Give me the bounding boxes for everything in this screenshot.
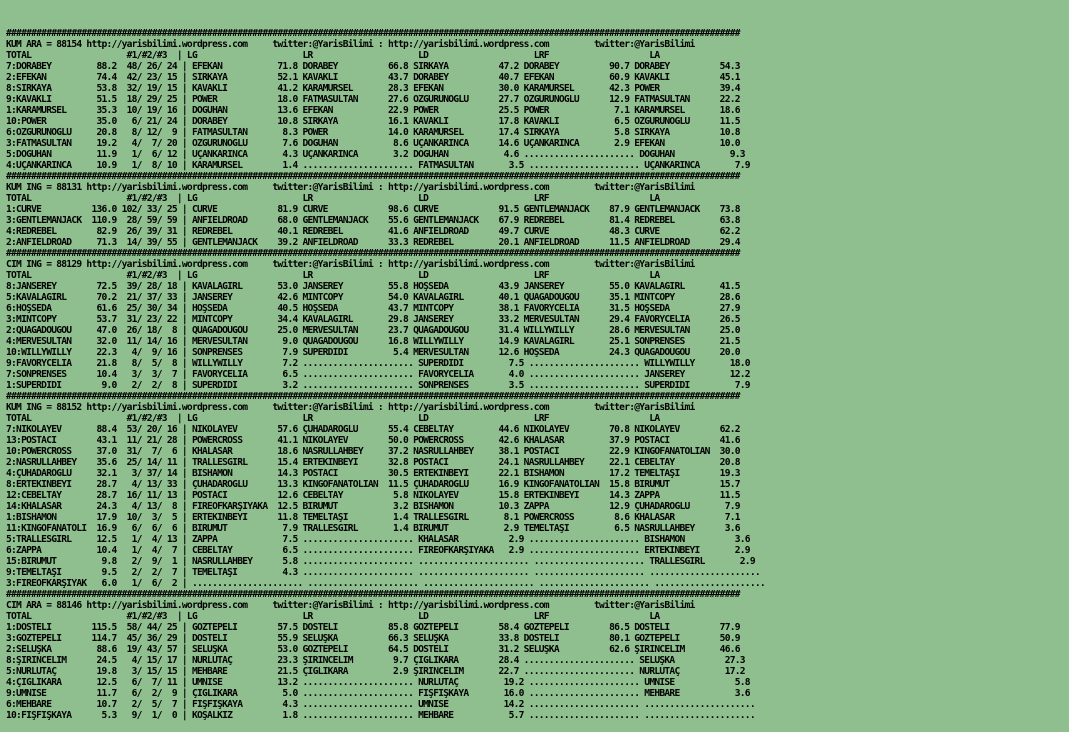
result-row: 6:HOŞSEDA 61.6 25/ 30/ 34 | HOŞSEDA 40.5 HOŞSEDA 43.7 MINTCOPY 38.1 FAVORYCELIA 31.5 HOŞSEDA 27.9	[6, 303, 740, 314]
result-row: 10:WILLYWILLY 22.3 4/ 9/ 16 | SONPRENSES 7.9 SUPERDİDİ 5.4 MERVESULTAN 12.6 HOŞSEDA 24.3 QUAGADOUGOU 20.0	[6, 347, 740, 358]
result-row: 2:ANFIELDROAD 71.3 14/ 39/ 55 | GENTLEMANJACK 39.2 ANFIELDROAD 33.3 REDREBEL 20.1 ANFIELDROAD 11.5 ANFIELDROAD 29.4	[6, 237, 740, 248]
result-row: 1:CURVE 136.0 102/ 33/ 25 | CURVE 81.9 CURVE 98.6 CURVE 91.5 GENTLEMANJACK 87.9 GENTLEMANJACK 73.8	[6, 204, 740, 215]
result-row: 6:ÖZGÜRÜNOĞLU 20.8 8/ 12/ 9 | FATMASULTAN 8.3 POWER 14.0 KARAMÜRSEL 17.4 SIRKAYA 5.8 SIRKAYA 10.8	[6, 127, 740, 138]
result-row: 1:SUPERDİDİ 9.0 2/ 2/ 8 | SUPERDİDİ 3.2 ...................... SONPRENSES 3.5 ...................... SUPERDİDİ 7.9	[6, 380, 750, 391]
result-row: 3:MINTCOPY 53.7 31/ 23/ 22 | MINTCOPY 34.4 KAVALAGIRL 29.8 JANSEREY 33.2 MERVESULTAN 29.4 FAVORYCELIA 26.5	[6, 314, 740, 325]
race-header-row: KUM ING = 88152 http://yarisbilimi.wordpress.com twitter:@YarisBilimi : http://yarisbilimi.wordpress.com twitter:@YarisBilimi	[6, 402, 695, 413]
result-row: 4:UÇANKARINCA 10.9 1/ 8/ 10 | KARAMÜRSEL 1.4 ...................... FATMASULTAN 3.5 ...................... UÇANKARINCA 7.9	[6, 160, 750, 171]
result-row: 2:NASRULLAHBEY 35.6 25/ 14/ 11 | TRALLESGIRL 15.4 ERTEKİNBEYİ 32.8 POSTACI 24.1 NASRULLAHBEY 22.1 CEBELTAY 20.8	[6, 457, 740, 468]
result-row: 8:ŞİRİNCELİM 24.5 4/ 15/ 17 | NURLUTAÇ 23.3 ŞİRİNCELİM 9.7 ÇIĞLIKARA 28.4 ...................... SELUŞKA 27.3	[6, 655, 745, 666]
result-row: 3:FATMASULTAN 19.2 4/ 7/ 20 | ÖZGÜRÜNOĞLU 7.6 DOĞUHAN 8.6 UÇANKARINCA 14.6 UÇANKARINCA 2.9 EFEKAN 10.0	[6, 138, 740, 149]
results-lines	[6, 28, 1069, 721]
result-row: 7:NIKOLAYEV 88.4 53/ 20/ 16 | NIKOLAYEV 57.6 ÇUHADAROĞLU 55.4 CEBELTAY 44.6 NIKOLAYEV 70.8 NIKOLAYEV 62.2	[6, 424, 740, 435]
result-row: 2:QUAGADOUGOU 47.0 26/ 18/ 8 | QUAGADOUGOU 25.0 MERVESULTAN 23.7 QUAGADOUGOU 31.4 WILLYWILLY 28.6 MERVESULTAN 25.0	[6, 325, 740, 336]
race-header-row: KUM ARA = 88154 http://yarisbilimi.wordpress.com twitter:@YarisBilimi : http://yarisbilimi.wordpress.com twitter:@YarisBilimi	[6, 39, 695, 50]
result-row: 10:POWERCROSS 37.0 31/ 7/ 6 | KHALASAR 18.6 NASRULLAHBEY 37.2 NASRULLAHBEY 38.1 POSTACI 22.9 KINGOFANATOLIAN 30.0	[6, 446, 740, 457]
result-row: 5:NURLUTAÇ 19.8 3/ 15/ 15 | MEHBARE 21.5 ÇIĞLIKARA 2.9 ŞİRİNCELİM 22.7 ...................... NURLUTAÇ 17.2	[6, 666, 745, 677]
result-row: 10:FIŞFIŞKAYA 5.3 9/ 1/ 0 | KOŞALKIZ 1.8 ...................... MEHBARE 5.7 ...................... ......................	[6, 710, 755, 721]
result-row: 3:GENTLEMANJACK 110.9 28/ 59/ 59 | ANFIELDROAD 68.0 GENTLEMANJACK 55.6 GENTLEMANJACK 67.9 REDREBEL 81.4 REDREBEL 63.8	[6, 215, 740, 226]
column-header-row: TOTAL #1/#2/#3 | LG LR LD LRF LA	[6, 50, 660, 61]
result-row: 1:BİSHAMON 17.9 10/ 3/ 5 | ERTEKİNBEYİ 11.8 TEMELTAŞI 1.4 TRALLESGIRL 8.1 POWERCROSS 8.6 KHALASAR 7.1	[6, 512, 740, 523]
result-row: 2:EFEKAN 74.4 42/ 23/ 15 | SIRKAYA 52.1 KAVAKLI 43.7 DORABEY 40.7 EFEKAN 60.9 KAVAKLI 45.1	[6, 72, 740, 83]
result-row: 8:SIRKAYA 53.8 32/ 19/ 15 | KAVAKLI 41.2 KARAMÜRSEL 28.3 EFEKAN 30.0 KARAMÜRSEL 42.3 POWER 39.4	[6, 83, 740, 94]
race-header-row: CIM ING = 88129 http://yarisbilimi.wordpress.com twitter:@YarisBilimi : http://yarisbilimi.wordpress.com twitter:@YarisBilimi	[6, 259, 695, 270]
section-divider: ##################################################################################################################################################	[6, 28, 740, 39]
result-row: 7:SONPRENSES 10.4 3/ 3/ 7 | FAVORYCELIA 6.5 ...................... FAVORYCELIA 4.0 ...................... JANSEREY 12.2	[6, 369, 750, 380]
result-row: 5:KAVALAGIRL 70.2 21/ 37/ 33 | JANSEREY 42.6 MINTCOPY 54.0 KAVALAGIRL 40.1 QUAGADOUGOU 35.1 MINTCOPY 28.6	[6, 292, 740, 303]
result-row: 7:DORABEY 88.2 48/ 26/ 24 | EFEKAN 71.8 DORABEY 66.8 SIRKAYA 47.2 DORABEY 90.7 DORABEY 54.3	[6, 61, 740, 72]
section-divider: ##################################################################################################################################################	[6, 171, 740, 182]
column-header-row: TOTAL #1/#2/#3 | LG LR LD LRF LA	[6, 413, 660, 424]
result-row: 4:MERVESULTAN 32.0 11/ 14/ 16 | MERVESULTAN 9.0 QUAGADOUGOU 16.8 WILLYWILLY 14.9 KAVALAGIRL 25.1 SONPRENSES 21.5	[6, 336, 740, 347]
column-header-row: TOTAL #1/#2/#3 | LG LR LD LRF LA	[6, 611, 660, 622]
result-row: 3:GÖZTEPELİ 114.7 45/ 36/ 29 | DOSTELİ 55.9 SELUŞKA 66.3 SELUŞKA 33.8 DOSTELİ 80.1 GÖZTEPELİ 50.9	[6, 633, 740, 644]
result-row: 8:ERTEKİNBEYİ 28.7 4/ 13/ 33 | ÇUHADAROĞLU 13.3 KINGOFANATOLIAN 11.5 ÇUHADAROĞLU 16.9 KINGOFANATOLIAN 15.8 BİRUMUT 15.7	[6, 479, 740, 490]
race-header-row: CIM ARA = 88146 http://yarisbilimi.wordpress.com twitter:@YarisBilimi : http://yarisbilimi.wordpress.com twitter:@YarisBilimi	[6, 600, 695, 611]
result-row: 4:REDREBEL 82.9 26/ 39/ 31 | REDREBEL 40.1 REDREBEL 41.6 ANFIELDROAD 49.7 CURVE 48.3 CURVE 62.2	[6, 226, 740, 237]
result-row: 4:ÇUHADAROĞLU 32.1 3/ 37/ 14 | BİSHAMON 14.3 POSTACI 30.5 ERTEKİNBEYİ 22.1 BİSHAMON 17.2 TEMELTAŞI 19.3	[6, 468, 740, 479]
result-row: 1:KARAMÜRSEL 35.3 10/ 19/ 16 | DOĞUHAN 13.6 EFEKAN 22.9 POWER 25.5 POWER 7.1 KARAMÜRSEL 18.6	[6, 105, 740, 116]
result-row: 13:POSTACI 43.1 11/ 21/ 28 | POWERCROSS 41.1 NIKOLAYEV 50.0 POWERCROSS 42.6 KHALASAR 37.9 POSTACI 41.6	[6, 435, 740, 446]
result-row: 5:TRALLESGIRL 12.5 1/ 4/ 13 | ZAPPA 7.5 ...................... KHALASAR 2.9 ...................... BİSHAMON 3.6	[6, 534, 750, 545]
result-row: 6:ZAPPA 10.4 1/ 4/ 7 | CEBELTAY 6.5 ...................... FIREOFKARŞIYAKA 2.9 ...................... ERTEKİNBEYİ 2.9	[6, 545, 750, 556]
result-row: 2:SELUŞKA 88.6 19/ 43/ 57 | SELUŞKA 53.0 GÖZTEPELİ 64.5 DOSTELİ 31.2 SELUŞKA 62.6 ŞİRİNCELİM 46.6	[6, 644, 740, 655]
result-row: 8:JANSEREY 72.5 39/ 28/ 18 | KAVALAGIRL 53.0 JANSEREY 55.8 HOŞSEDA 43.9 JANSEREY 55.0 KAVALAGIRL 41.5	[6, 281, 740, 292]
result-row: 9:FAVORYCELIA 21.8 8/ 5/ 8 | WILLYWILLY 7.2 ...................... SUPERDİDİ 7.5 ...................... WILLYWILLY 18.0	[6, 358, 750, 369]
column-header-row: TOTAL #1/#2/#3 | LG LR LD LRF LA	[6, 193, 660, 204]
section-divider: ##################################################################################################################################################	[6, 248, 740, 259]
race-header-row: KUM ING = 88131 http://yarisbilimi.wordpress.com twitter:@YarisBilimi : http://yarisbilimi.wordpress.com twitter:@YarisBilimi	[6, 182, 695, 193]
result-row: 11:KINGOFANATOLI 16.9 6/ 6/ 6 | BİRUMUT 7.9 TRALLESGIRL 1.4 BİRUMUT 2.9 TEMELTAŞI 6.5 NASRULLAHBEY 3.6	[6, 523, 740, 534]
result-row: 9:UMNİSE 11.7 6/ 2/ 9 | ÇIĞLIKARA 5.0 ...................... FIŞFIŞKAYA 16.0 ...................... MEHBARE 3.6	[6, 688, 750, 699]
result-row: 10:POWER 35.0 6/ 21/ 24 | DORABEY 10.8 SIRKAYA 16.1 KAVAKLI 17.8 KAVAKLI 6.5 ÖZGÜRÜNOĞLU 11.5	[6, 116, 740, 127]
section-divider: ##################################################################################################################################################	[6, 391, 740, 402]
result-row: 9:TEMELTAŞI 9.5 2/ 2/ 7 | TEMELTAŞI 4.3 ...................... ...................... ...................... ......................	[6, 567, 760, 578]
result-row: 9:KAVAKLI 51.5 18/ 29/ 25 | POWER 18.0 FATMASULTAN 27.6 ÖZGÜRÜNOĞLU 27.7 ÖZGÜRÜNOĞLU 12.9 FATMASULTAN 22.2	[6, 94, 740, 105]
result-row: 3:FIREOFKARŞIYAK 6.0 1/ 6/ 2 | ...................... ...................... ...................... ...................... ......................	[6, 578, 765, 589]
result-row: 14:KHALASAR 24.3 4/ 13/ 8 | FIREOFKARŞIYAKA 12.5 BİRUMUT 3.2 BİSHAMON 10.3 ZAPPA 12.9 ÇUHADAROĞLU 7.9	[6, 501, 740, 512]
result-row: 1:DOSTELİ 115.5 58/ 44/ 25 | GÖZTEPELİ 57.5 DOSTELİ 85.8 GÖZTEPELİ 58.4 GÖZTEPELİ 86.5 DOSTELİ 77.9	[6, 622, 740, 633]
result-row: 6:MEHBARE 10.7 2/ 5/ 7 | FIŞFIŞKAYA 4.3 ...................... UMNİSE 14.2 ...................... ......................	[6, 699, 755, 710]
result-row: 12:CEBELTAY 28.7 16/ 11/ 13 | POSTACI 12.6 CEBELTAY 5.8 NIKOLAYEV 15.8 ERTEKİNBEYİ 14.3 ZAPPA 11.5	[6, 490, 740, 501]
result-row: 4:ÇIĞLIKARA 12.5 6/ 7/ 11 | UMNİSE 13.2 ...................... NURLUTAÇ 19.2 ...................... UMNİSE 5.8	[6, 677, 750, 688]
result-row: 5:DOĞUHAN 11.9 1/ 6/ 12 | UÇANKARINCA 4.3 UÇANKARINCA 3.2 DOĞUHAN 4.6 ...................... DOĞUHAN 9.3	[6, 149, 745, 160]
column-header-row: TOTAL #1/#2/#3 | LG LR LD LRF LA	[6, 270, 660, 281]
result-row: 15:BİRUMUT 9.8 2/ 9/ 1 | NASRULLAHBEY 5.8 ...................... ...................... ...................... TRALLESGIRL 2.9	[6, 556, 755, 567]
section-divider: ##################################################################################################################################################	[6, 589, 740, 600]
